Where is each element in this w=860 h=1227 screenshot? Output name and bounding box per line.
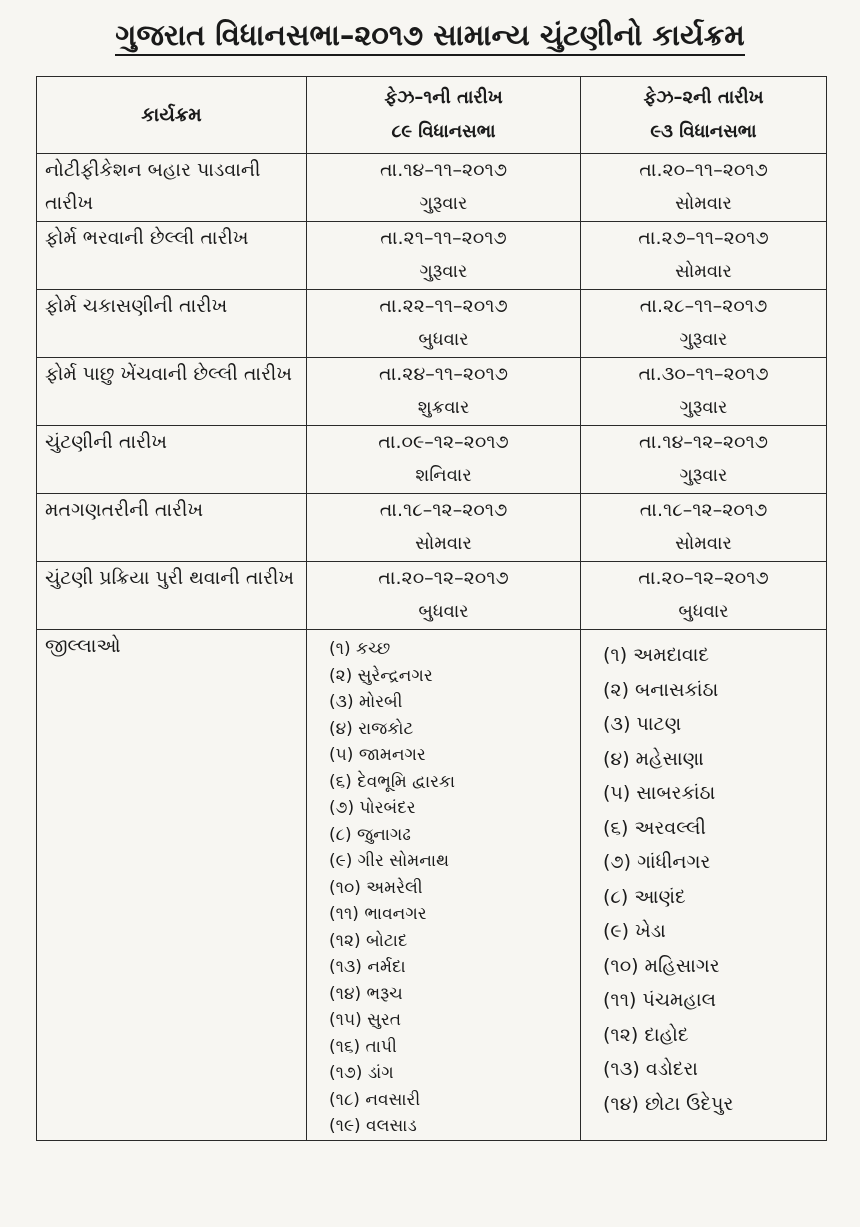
table-row [37,426,827,494]
header-phase-1-title: ફેઝ–૧ની તારીખ [384,87,503,108]
phase-1-date-cell [307,426,581,494]
phase-2-date-cell [581,494,827,562]
header-phase-2 [581,77,827,154]
phase-2-date-cell [581,426,827,494]
table-header-row [37,77,827,154]
phase-2-districts [581,630,827,1141]
phase-1-date-cell [307,290,581,358]
phase-2-day: ગુરૂવાર [679,397,728,418]
phase-1-districts [307,630,581,1141]
phase-1-day: ગુરૂવાર [419,193,468,214]
list-item: (૧૫) સુરત [329,1010,401,1030]
phase-1-date-cell [307,222,581,290]
row-label: ચુંટણી પ્રક્રિયા પુરી થવાની તારીખ [37,562,307,630]
table-row [37,154,827,222]
phase-2-date: તા.૨૭–૧૧–૨૦૧૭ [638,227,769,249]
districts-label: જીલ્લાઓ [37,630,307,1141]
table-row [37,358,827,426]
phase-1-date: તા.૦૯–૧૨–૨૦૧૭ [378,431,509,453]
phase-1-date-cell [307,154,581,222]
phase-1-day: બુધવાર [418,329,469,350]
list-item: (૧૬) તાપી [329,1036,397,1057]
phase-1-date-cell [307,562,581,630]
list-item: (૧૧) ભાવનગર [329,904,427,924]
list-item: (૯) ગીર સોમનાથ [329,851,450,871]
list-item: (૪) રાજકોટ [329,718,414,739]
list-item: (૫) સાબરકાંઠા [603,782,716,804]
list-item: (૭) પોરબંદર [329,798,416,818]
list-item: (૩) મોરબી [329,692,403,712]
row-label: ફોર્મ પાછુ ખેંચવાની છેલ્લી તારીખ [37,358,307,426]
row-label: નોટીફીકેશન બહાર પાડવાની તારીખ [37,154,307,222]
phase-2-date-cell [581,222,827,290]
list-item: (૮) જુનાગઢ [329,824,411,845]
list-item: (૧૧) પંચમહાલ [603,989,716,1011]
list-item: (૧૪) ભરૂચ [329,983,403,1004]
phase-1-date: તા.૨૦–૧૨–૨૦૧૭ [378,567,509,589]
list-item: (૫) જામનગર [329,745,426,765]
row-label: મતગણતરીની તારીખ [37,494,307,562]
phase-2-date-cell [581,562,827,630]
phase-1-day: શનિવાર [415,465,472,486]
phase-1-day: સોમવાર [415,533,472,554]
list-item: (૯) ખેડા [603,920,666,942]
phase-1-day: શુક્રવાર [417,397,470,418]
phase-1-day: બુધવાર [418,601,469,622]
phase-1-date-cell [307,494,581,562]
list-item: (૧૭) ડાંગ [329,1063,394,1083]
districts-row [37,630,827,1141]
list-item: (૧૩) વડોદરા [603,1058,698,1080]
phase-2-date: તા.૧૪–૧૨–૨૦૧૭ [639,431,768,453]
election-schedule-table [36,76,827,1141]
phase-2-date: તા.૩૦–૧૧–૨૦૧૭ [638,363,769,385]
phase-1-date: તા.૨૧–૧૧–૨૦૧૭ [380,227,507,249]
list-item: (૪) મહેસાણા [603,747,704,770]
phase-1-date: તા.૧૮–૧૨–૨૦૧૭ [379,499,508,521]
phase-2-date-cell [581,358,827,426]
list-item: (૧૪) છોટા ઉદેપુર [603,1092,734,1115]
phase-2-date: તા.૨૦–૧૧–૨૦૧૭ [639,159,768,181]
row-label: ચુંટણીની તારીખ [37,426,307,494]
list-item: (૧૨) દાહોદ [603,1023,689,1046]
list-item: (૧) કચ્છ [329,639,391,659]
row-label: ફોર્મ ચકાસણીની તારીખ [37,290,307,358]
phase-2-day: ગુરૂવાર [679,329,728,350]
list-item: (૧૯) વલસાડ [329,1116,417,1136]
header-phase-2-title: ફેઝ–૨ની તારીખ [643,87,764,108]
list-item: (૮) આણંદ [603,885,686,908]
list-item: (૧૮) નવસારી [329,1089,421,1110]
phase-1-date-cell [307,358,581,426]
list-item: (૧૦) અમરેલી [329,877,423,898]
list-item: (૭) ગાંધીનગર [603,851,711,873]
list-item: (૧૦) મહિસાગર [603,954,720,977]
phase-2-date-cell [581,290,827,358]
phase-1-date: તા.૨૨–૧૧–૨૦૧૭ [379,295,508,317]
header-phase-2-seats: ૯૩ વિધાનસભા [650,121,757,142]
list-item: (૬) દેવભૂમિ દ્વારકા [329,771,456,792]
list-item: (૬) અરવલ્લી [603,816,706,839]
phase-2-day: ગુરૂવાર [679,465,728,486]
row-label: ફોર્મ ભરવાની છેલ્લી તારીખ [37,222,307,290]
phase-2-day: બુધવાર [678,601,729,622]
phase-2-day: સોમવાર [675,193,732,214]
page-title: ગુજરાત વિધાનસભા–૨૦૧૭ સામાન્ય ચુંટણીનો કાર્યક્રમ [0,18,860,53]
list-item: (૧૩) નર્મદા [329,957,406,977]
table-row [37,290,827,358]
phase-2-day: સોમવાર [675,533,732,554]
header-phase-1 [307,77,581,154]
list-item: (૨) બનાસકાંઠા [603,678,719,701]
table-row [37,494,827,562]
phase-2-date: તા.૨૮–૧૧–૨૦૧૭ [639,295,768,317]
list-item: (૨) સુરેન્દ્રનગર [329,665,433,686]
phase-1-date: તા.૨૪–૧૧–૨૦૧૭ [379,363,508,385]
phase-2-day: સોમવાર [675,261,732,282]
phase-1-day: ગુરૂવાર [419,261,468,282]
table-row [37,222,827,290]
phase-2-date-cell [581,154,827,222]
table-row [37,562,827,630]
list-item: (૩) પાટણ [603,713,682,735]
phase-2-date: તા.૧૮–૧૨–૨૦૧૭ [639,499,768,521]
header-phase-1-seats: ૮૯ વિધાનસભા [391,121,496,142]
header-program: કાર્યક્રમ [37,77,307,154]
list-item: (૧૨) બોટાદ [329,930,408,951]
phase-1-date: તા.૧૪–૧૧–૨૦૧૭ [379,159,508,181]
list-item: (૧) અમદાવાદ [603,644,710,666]
phase-2-date: તા.૨૦–૧૨–૨૦૧૭ [638,567,769,589]
